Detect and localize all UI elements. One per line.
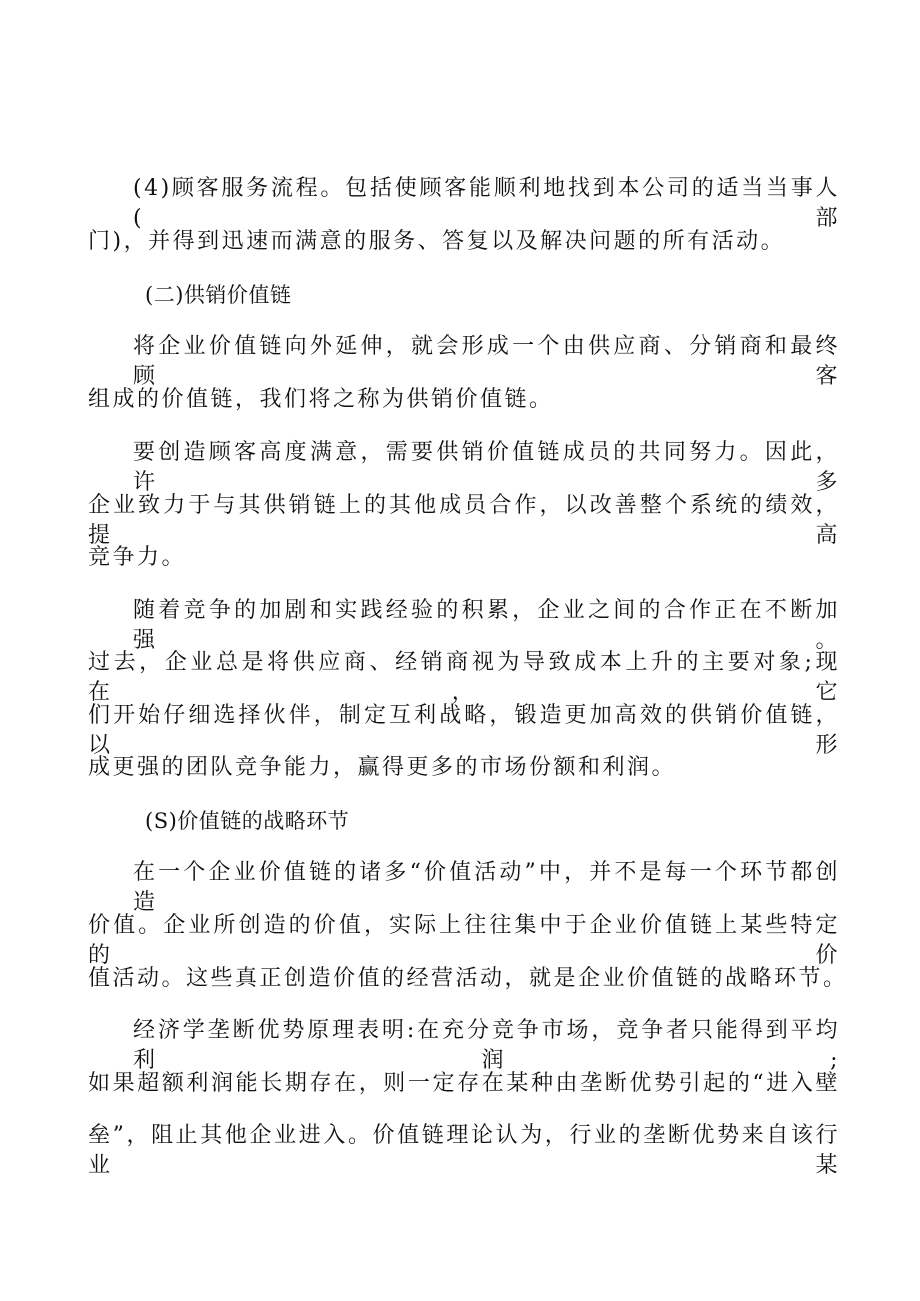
paragraph-line: 企业致力于与其供销链上的其他成员合作，以改善整个系统的绩效，提高 <box>88 493 840 548</box>
paragraph-line: 过去，企业总是将供应商、经销商视为导致成本上升的主要对象;现在，它 <box>88 650 840 705</box>
paragraph-line: 垒”，阻止其他企业进入。价值链理论认为，行业的垄断优势来自该行业某 <box>88 1123 840 1178</box>
paragraph-line: 经济学垄断优势原理表明:在充分竞争市场，竞争者只能得到平均利润; <box>133 1018 840 1073</box>
paragraph-line: 成更强的团队竞争能力，赢得更多的市场份额和利润。 <box>88 755 677 780</box>
paragraph-line: 值活动。这些真正创造价值的经营活动，就是企业价值链的战略环节。 <box>88 966 848 991</box>
paragraph-line: 如果超额利润能长期存在，则一定存在某种由垄断优势引起的“进入壁 <box>88 1071 840 1096</box>
paragraph-line: (4)顾客服务流程。包括使顾客能顺利地找到本公司的适当当事人(部 <box>133 176 840 231</box>
paragraph-line: 竞争力。 <box>88 545 187 570</box>
section-heading: (S)价值链的战略环节 <box>145 809 350 833</box>
paragraph-line: 要创造顾客高度满意，需要供销价值链成员的共同努力。因此，许多 <box>133 440 840 495</box>
paragraph-line: 价值。企业所创造的价值，实际上往往集中于企业价值链上某些特定的价 <box>88 913 840 968</box>
paragraph-line: 将企业价值链向外延伸，就会形成一个由供应商、分销商和最终顾客 <box>133 334 840 389</box>
section-heading: (二)供销价值链 <box>145 283 292 307</box>
paragraph-line: 随着竞争的加剧和实践经验的积累，企业之间的合作正在不断加强。 <box>133 598 840 653</box>
paragraph-line: 们开始仔细选择伙伴，制定互利战略，锻造更加高效的供销价值链，以形 <box>88 703 840 758</box>
paragraph-line: 组成的价值链，我们将之称为供销价值链。 <box>88 387 554 412</box>
paragraph-line: 门)，并得到迅速而满意的服务、答复以及解决问题的所有活动。 <box>88 229 786 254</box>
paragraph-line: 在一个企业价值链的诸多“价值活动”中，并不是每一个环节都创造 <box>133 860 840 915</box>
